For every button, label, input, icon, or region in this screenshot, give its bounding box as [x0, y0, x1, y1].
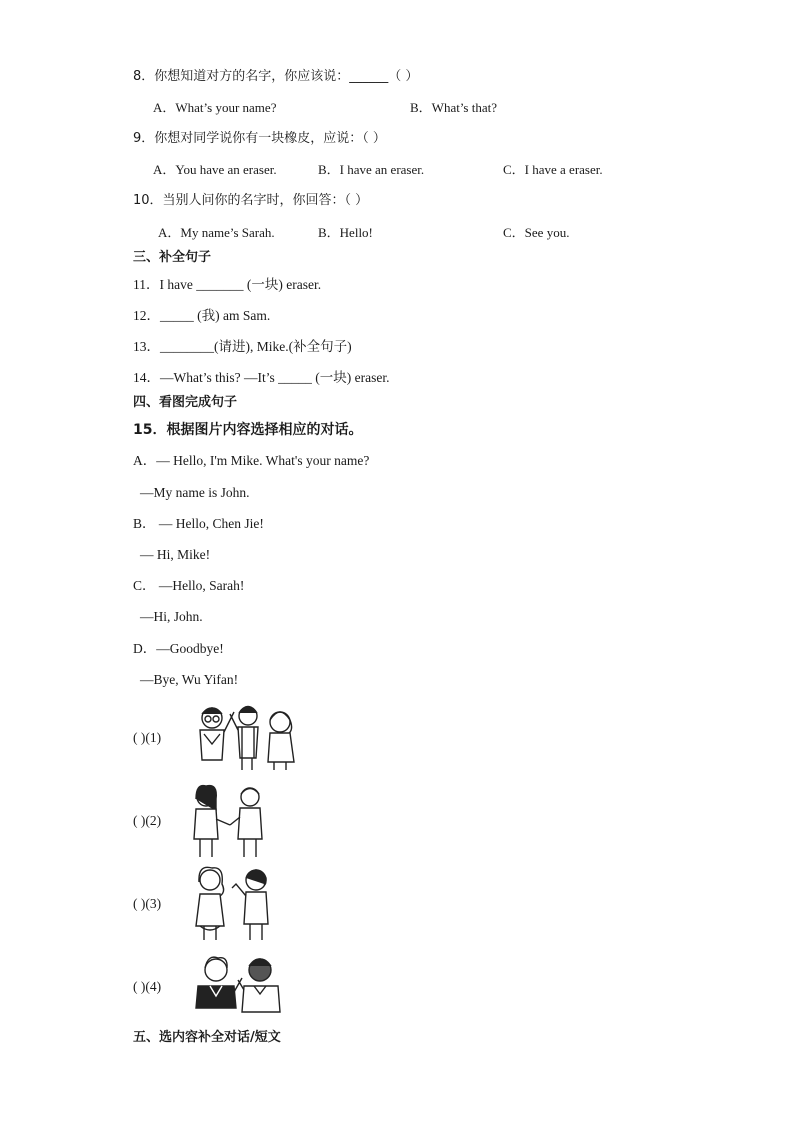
- q11-item: 11．I have _______ (一块) eraser.: [133, 277, 322, 292]
- q9-option-a[interactable]: A．You have an eraser.: [153, 162, 277, 177]
- dialog-b-line2: — Hi, Mike!: [140, 547, 211, 562]
- q8-stem: 8．你想知道对方的名字，你应该说：______（ ）: [133, 69, 419, 84]
- q9-option-c[interactable]: C．I have a eraser.: [503, 162, 603, 177]
- picture-3-girl-and-boy-greeting: [192, 864, 276, 942]
- dialog-c-line2: —Hi, John.: [140, 609, 203, 624]
- q10-stem: 10．当别人问你的名字时，你回答：（ ）: [133, 193, 369, 208]
- dialog-d-line2: —Bye, Wu Yifan!: [140, 672, 239, 687]
- q15-stem: 15．根据图片内容选择相应的对话。: [133, 422, 363, 438]
- answer-blank-1[interactable]: ( )(1): [133, 730, 162, 745]
- section5-title: 五、选内容补全对话/短文: [133, 1030, 281, 1045]
- picture-4-two-boys-waving: [190, 952, 286, 1022]
- answer-blank-3[interactable]: ( )(3): [133, 896, 162, 911]
- section3-title: 三、补全句子: [133, 250, 212, 265]
- section4-title: 四、看图完成句子: [133, 395, 238, 410]
- q9-stem: 9．你想对同学说你有一块橡皮，应说：（ ）: [133, 131, 386, 146]
- answer-blank-4[interactable]: ( )(4): [133, 979, 162, 994]
- q8-option-b[interactable]: B．What’s that?: [410, 100, 498, 115]
- dialog-a-line2: —My name is John.: [140, 485, 250, 500]
- q13-item: 13．________(请进), Mike.(补全句子): [133, 339, 352, 354]
- q10-option-b[interactable]: B．Hello!: [318, 225, 373, 240]
- dialog-c-line1: C． —Hello, Sarah!: [133, 578, 245, 593]
- q10-option-a[interactable]: A．My name’s Sarah.: [158, 225, 275, 240]
- dialog-d-line1: D．—Goodbye!: [133, 641, 224, 656]
- dialog-a-line1: A．— Hello, I'm Mike. What's your name?: [133, 453, 370, 468]
- q12-item: 12．_____ (我) am Sam.: [133, 308, 271, 323]
- q10-option-c[interactable]: C．See you.: [503, 225, 570, 240]
- q14-item: 14．—What’s this? —It’s _____ (一块) eraser.: [133, 370, 390, 385]
- dialog-b-line1: B． — Hello, Chen Jie!: [133, 516, 264, 531]
- picture-1-three-kids-waving: [190, 700, 302, 772]
- answer-blank-2[interactable]: ( )(2): [133, 813, 162, 828]
- picture-2-kids-shaking-hands: [190, 783, 270, 859]
- q8-option-a[interactable]: A．What’s your name?: [153, 100, 277, 115]
- q9-option-b[interactable]: B．I have an eraser.: [318, 162, 425, 177]
